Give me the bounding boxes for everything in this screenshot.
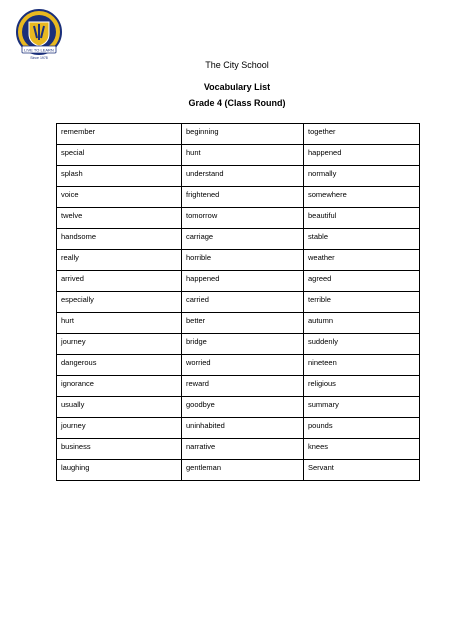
vocab-word-cell: better (182, 313, 304, 334)
vocab-word-cell: horrible (182, 250, 304, 271)
table-row (57, 166, 420, 187)
vocab-word-cell: weather (304, 250, 420, 271)
table-row (57, 334, 420, 355)
vocab-word-cell: somewhere (304, 187, 420, 208)
vocab-word-cell: uninhabited (182, 418, 304, 439)
vocab-word-cell: stable (304, 229, 420, 250)
table-row (57, 376, 420, 397)
vocab-word-cell: usually (57, 397, 182, 418)
vocab-word-cell: business (57, 439, 182, 460)
vocab-word-cell: tomorrow (182, 208, 304, 229)
vocabulary-table (56, 123, 420, 481)
table-row (57, 313, 420, 334)
vocab-word-cell: Servant (304, 460, 420, 481)
school-crest-icon (14, 8, 64, 62)
vocab-word-cell: happened (182, 271, 304, 292)
table-row (57, 229, 420, 250)
vocab-word-cell: normally (304, 166, 420, 187)
logo-since: Since 1978 (30, 56, 48, 60)
vocab-word-cell: especially (57, 292, 182, 313)
vocab-word-cell: autumn (304, 313, 420, 334)
table-row (57, 292, 420, 313)
vocab-word-cell: gentleman (182, 460, 304, 481)
vocab-word-cell: special (57, 145, 182, 166)
vocab-word-cell: pounds (304, 418, 420, 439)
table-row (57, 418, 420, 439)
vocab-word-cell: worried (182, 355, 304, 376)
logo-motto: LIVE TO LEARN (24, 47, 54, 53)
table-row (57, 439, 420, 460)
vocab-word-cell: beginning (182, 124, 304, 145)
vocab-word-cell: religious (304, 376, 420, 397)
table-row (57, 271, 420, 292)
vocab-word-cell: really (57, 250, 182, 271)
vocab-word-cell: frightened (182, 187, 304, 208)
vocab-word-cell: summary (304, 397, 420, 418)
vocab-word-cell: handsome (57, 229, 182, 250)
vocab-word-cell: reward (182, 376, 304, 397)
vocab-word-cell: carriage (182, 229, 304, 250)
table-row (57, 124, 420, 145)
table-row (57, 397, 420, 418)
vocab-word-cell: nineteen (304, 355, 420, 376)
vocab-word-cell: goodbye (182, 397, 304, 418)
vocab-word-cell: terrible (304, 292, 420, 313)
vocab-word-cell: carried (182, 292, 304, 313)
table-row (57, 460, 420, 481)
vocab-word-cell: arrived (57, 271, 182, 292)
vocab-word-cell: ignorance (57, 376, 182, 397)
vocab-word-cell: together (304, 124, 420, 145)
vocab-word-cell: hunt (182, 145, 304, 166)
table-row (57, 145, 420, 166)
vocab-word-cell: agreed (304, 271, 420, 292)
vocab-word-cell: dangerous (57, 355, 182, 376)
vocab-word-cell: voice (57, 187, 182, 208)
vocab-word-cell: knees (304, 439, 420, 460)
table-row (57, 355, 420, 376)
vocab-word-cell: laughing (57, 460, 182, 481)
vocab-word-cell: beautiful (304, 208, 420, 229)
vocab-word-cell: suddenly (304, 334, 420, 355)
vocab-word-cell: understand (182, 166, 304, 187)
vocab-word-cell: twelve (57, 208, 182, 229)
grade-title: Grade 4 (Class Round) (188, 98, 286, 108)
vocab-word-cell: journey (57, 334, 182, 355)
list-title: Vocabulary List (203, 82, 271, 92)
table-row (57, 208, 420, 229)
vocab-word-cell: remember (57, 124, 182, 145)
vocab-word-cell: happened (304, 145, 420, 166)
school-name: The City School (205, 60, 269, 70)
vocab-word-cell: narrative (182, 439, 304, 460)
vocab-word-cell: hurt (57, 313, 182, 334)
table-row (57, 187, 420, 208)
vocab-word-cell: journey (57, 418, 182, 439)
vocab-word-cell: splash (57, 166, 182, 187)
vocab-word-cell: bridge (182, 334, 304, 355)
table-row (57, 250, 420, 271)
